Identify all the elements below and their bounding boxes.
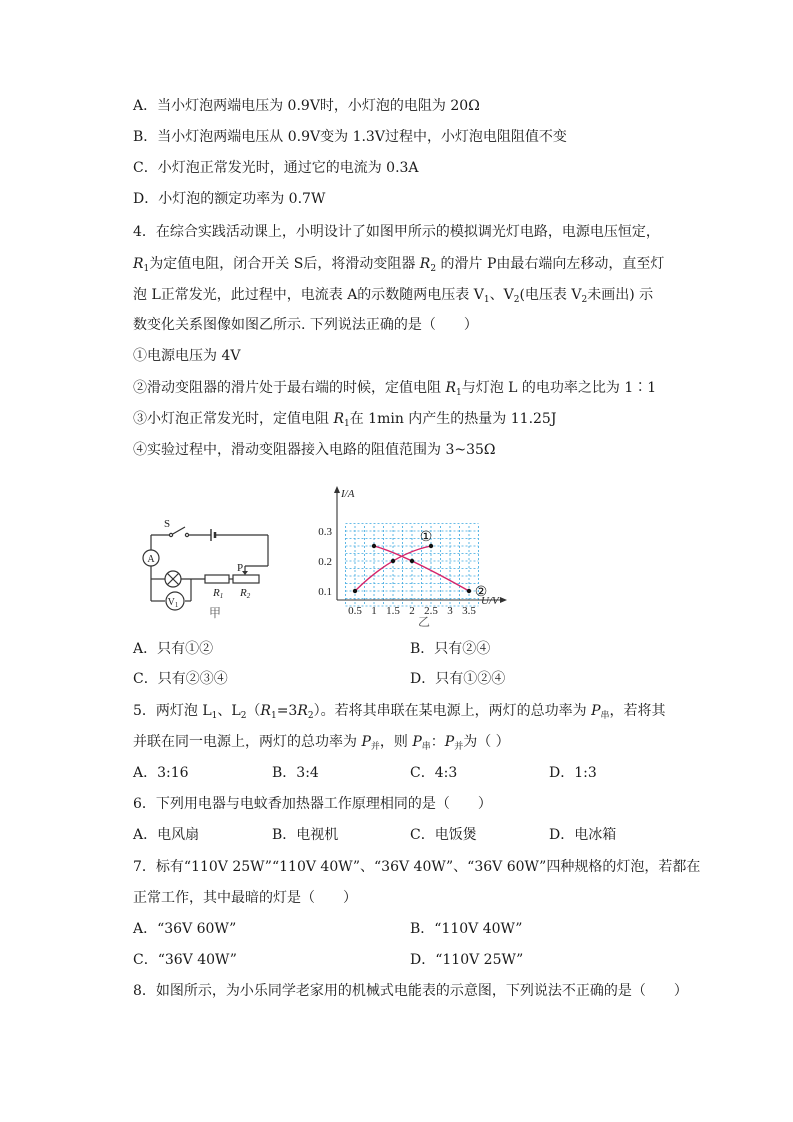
q5-stem-line2: 并联在同一电源上，两灯的总功率为 $P_并$，则 $P_串$：$P_并$为（ ）	[133, 734, 510, 752]
q6-option-a: A．电风扇	[133, 827, 200, 843]
q4-stem-line2: $R_1$为定值电阻，闭合开关 S后，将滑动变阻器 $R_2$ 的滑片 P由最右端向左移动，直至灯	[133, 256, 665, 274]
series-label-1	[420, 530, 433, 545]
q8-stem: 8．如图所示，为小乐同学老家用的机械式电能表的示意图，下列说法不正确的是（ ）	[133, 983, 688, 999]
q6-stem: 6．下列用电器与电蚊香加热器工作原理相同的是（ ）	[133, 796, 492, 812]
q4-option-a: A．只有①②	[133, 641, 214, 657]
x-axis-label: U/V	[481, 595, 499, 607]
q3-option-b: B．当小灯泡两端电压从 0.9V变为 1.3V过程中，小灯泡电阻阻值不变	[133, 129, 567, 145]
q7-option-b: B．“110V 40W”	[410, 921, 523, 937]
x-tick-label: 2	[409, 605, 415, 617]
lamp	[165, 571, 181, 587]
svg-text:P: P	[237, 562, 244, 574]
y-tick-label: 0.1	[318, 586, 332, 598]
q7-option-a: A．“36V 60W”	[133, 921, 237, 937]
data-point	[391, 559, 395, 563]
data-point	[467, 589, 471, 593]
q6-option-c: C．电饭煲	[410, 827, 477, 843]
q5-option-c: C．4:3	[410, 765, 458, 781]
data-point	[410, 559, 414, 563]
svg-text:①: ①	[419, 530, 433, 545]
q4-stem-line1: 4．在综合实践活动课上，小明设计了如图甲所示的模拟调光灯电路，电源电压恒定，	[133, 224, 660, 240]
svg-text:R2: R2	[240, 587, 251, 600]
q4-stem-line4: 数变化关系图像如图乙所示. 下列说法正确的是（ ）	[133, 317, 478, 333]
svg-text:甲: 甲	[209, 606, 222, 620]
q3-option-c: C．小灯泡正常发光时，通过它的电流为 0.3A	[133, 160, 419, 176]
graph-caption: 乙	[418, 615, 431, 629]
q4-option-d: D．只有①②④	[410, 671, 506, 687]
q4-statement-1: ①电源电压为 4V	[133, 348, 241, 364]
q5-option-a: A．3:16	[133, 765, 189, 781]
q5-option-b: B．3:4	[272, 765, 319, 781]
q4-statement-4: ④实验过程中，滑动变阻器接入电路的阻值范围为 3~35Ω	[133, 442, 496, 458]
x-tick-label: 1.5	[386, 605, 400, 617]
svg-text:②: ②	[474, 585, 488, 600]
q3-option-a: A．当小灯泡两端电压为 0.9V时，小灯泡的电阻为 20Ω	[133, 98, 480, 114]
y-tick-label: 0.3	[318, 526, 332, 538]
q3-option-d: D．小灯泡的额定功率为 0.7W	[133, 191, 326, 207]
iu-graph	[300, 486, 520, 631]
x-tick-label: 3	[447, 605, 453, 617]
svg-text:A: A	[147, 554, 155, 565]
svg-text:S: S	[164, 518, 171, 530]
series-label-2	[475, 585, 488, 600]
q4-option-b: B．只有②④	[410, 641, 491, 657]
data-point	[353, 589, 357, 593]
x-tick-label: 0.5	[348, 605, 362, 617]
q4-option-c: C．只有②③④	[133, 671, 228, 687]
resistor-r1	[205, 575, 229, 583]
circuit-diagram	[133, 505, 278, 625]
svg-text:R1: R1	[213, 587, 224, 600]
q4-statement-2: ②滑动变阻器的滑片处于最右端的时候，定值电阻 $R_1$与灯泡 L 的电功率之比为 1∶1	[133, 380, 657, 398]
q7-stem-line2: 正常工作，其中最暗的灯是（ ）	[133, 890, 357, 906]
svg-text:V1: $V_1$	[167, 597, 179, 609]
q4-stem-line3: 泡 L正常发光，此过程中，电流表 A的示数随两电压表 $V_1$、$V_2$(电压表 $V_2$未画出) 示	[133, 287, 654, 305]
q7-option-c: C．“36V 40W”	[133, 952, 237, 968]
x-tick-label: 3.5	[462, 605, 476, 617]
x-tick-label: 1	[371, 605, 377, 617]
q7-option-d: D．“110V 25W”	[410, 952, 524, 968]
q4-statement-3: ③小灯泡正常发光时，定值电阻 $R_1$在 1min 内产生的热量为 11.25J	[133, 411, 557, 429]
x-tick-label: 2.5	[424, 605, 438, 617]
q6-option-d: D．电冰箱	[549, 827, 617, 843]
q5-stem-line1: 5．两灯泡 $L_1$、$L_2(R_1=3R_2)$。若将其串联在某电源上，两灯的总功率为 $P_串$，若将其	[133, 703, 666, 721]
rheostat-r2	[233, 575, 259, 583]
q7-stem-line1: 7．标有“110V 25W”“110V 40W”、“36V 40W”、“36V 60W”四种规格的灯泡，若都在	[133, 859, 701, 875]
y-axis-label: I/A	[341, 488, 355, 500]
q6-option-b: B．电视机	[272, 827, 339, 843]
q5-option-d: D．1:3	[549, 765, 597, 781]
y-tick-label: 0.2	[318, 556, 332, 568]
data-point	[372, 544, 376, 548]
